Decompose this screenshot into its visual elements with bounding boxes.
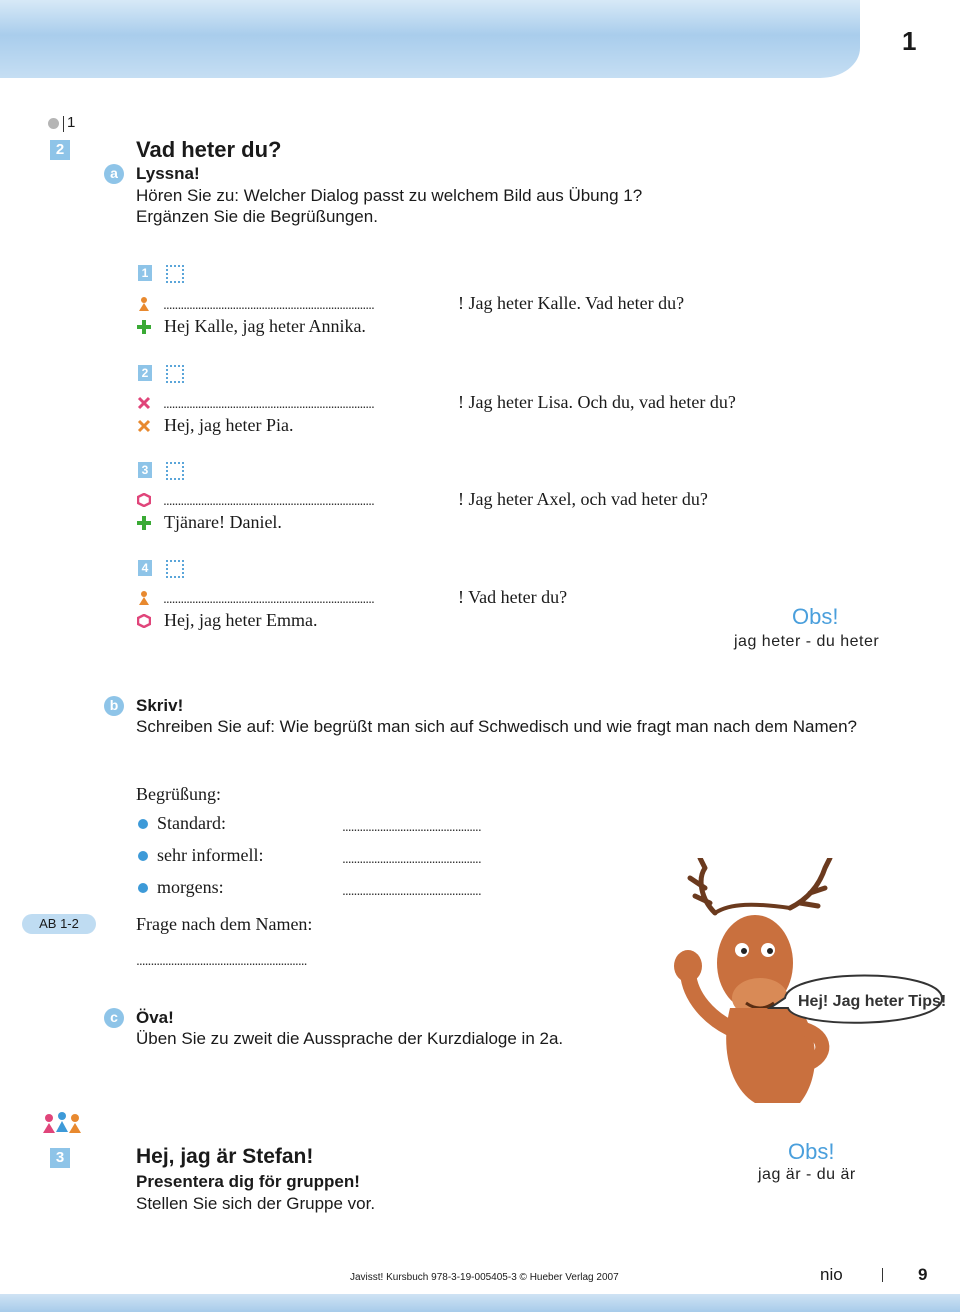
blank-line: .........................................................................: [163, 395, 374, 411]
person-icon-orange-x: [137, 419, 151, 433]
page-number: 9: [918, 1265, 928, 1284]
dialog-line: ! Jag heter Lisa. Och du, vad heter du?: [458, 392, 736, 412]
dialog-checkbox-2[interactable]: [166, 365, 184, 383]
footer-credit: Javisst! Kursbuch 978-3-19-005405-3 © Hueber Verlag 2007: [350, 1272, 619, 1283]
person-icon-pink-hex: [137, 493, 151, 507]
part-b-instruction: Schreiben Sie auf: Wie begrüßt man sich auf Schwedisch und wie fragt man nach dem Namen?: [136, 717, 857, 736]
footer-band: [0, 1294, 960, 1312]
part-letter-a: a: [104, 164, 124, 184]
person-icon-orange: [137, 590, 151, 606]
dialog-line: Tjänare! Daniel.: [164, 512, 282, 532]
task3-subtitle: Presentera dig för gruppen!: [136, 1172, 360, 1191]
task3-instruction: Stellen Sie sich der Gruppe vor.: [136, 1194, 376, 1213]
part-c-instruction: Üben Sie zu zweit die Aussprache der Kurzdialoge in 2a.: [136, 1029, 564, 1048]
dialog-number-2: 2: [138, 365, 152, 381]
task-number-badge: 2: [50, 140, 70, 160]
bullet-icon: [138, 851, 148, 861]
answer-line[interactable]: ................................................: [342, 882, 481, 898]
track-number: 1: [67, 114, 76, 131]
footer-word: nio: [820, 1265, 843, 1284]
workbook-reference-badge: AB 1-2: [22, 914, 96, 934]
part-a-instruction-1: Hören Sie zu: Welcher Dialog passt zu welchem Bild aus Übung 1?: [136, 186, 643, 205]
dialog-number-3: 3: [138, 462, 152, 478]
dialog-checkbox-1[interactable]: [166, 265, 184, 283]
answer-line[interactable]: ...........................................................: [136, 952, 307, 968]
group-icon: [42, 1112, 82, 1134]
dialog-number-4: 4: [138, 560, 152, 576]
person-icon-green: [137, 516, 151, 530]
question-label: Frage nach dem Namen:: [136, 914, 313, 934]
blank-line: .........................................................................: [163, 590, 374, 606]
dialog-line: ! Vad heter du?: [458, 587, 568, 607]
task-title: Vad heter du?: [136, 137, 282, 162]
header-band: [0, 0, 860, 78]
greeting-item-morning: morgens:: [157, 877, 224, 897]
speech-bubble-text: Hej! Jag heter Tips!: [798, 993, 947, 1010]
dialog-number-1: 1: [138, 265, 152, 281]
dialog-checkbox-4[interactable]: [166, 560, 184, 578]
cd-icon: [48, 118, 59, 129]
part-b-heading: Skriv!: [136, 696, 184, 715]
answer-line[interactable]: ................................................: [342, 818, 481, 834]
obs-text: jag är - du är: [758, 1166, 856, 1183]
chapter-number: 1: [902, 26, 917, 56]
part-a-heading: Lyssna!: [136, 164, 200, 183]
dialog-line: ! Jag heter Kalle. Vad heter du?: [458, 293, 685, 313]
part-a-instruction-2: Ergänzen Sie die Begrüßungen.: [136, 207, 378, 226]
task-number-badge: 3: [50, 1148, 70, 1168]
dialog-line: Hej, jag heter Emma.: [164, 610, 318, 630]
task-title: Hej, jag är Stefan!: [136, 1145, 314, 1168]
part-letter-b: b: [104, 696, 124, 716]
person-icon-pink-hex: [137, 614, 151, 628]
blank-line: .........................................................................: [163, 296, 374, 312]
dialog-line: ! Jag heter Axel, och vad heter du?: [458, 489, 708, 509]
obs-title: Obs!: [792, 604, 839, 629]
dialog-line: Hej Kalle, jag heter Annika.: [164, 316, 366, 336]
dialog-line: Hej, jag heter Pia.: [164, 415, 294, 435]
bullet-icon: [138, 883, 148, 893]
moose-illustration: [660, 858, 950, 1108]
greeting-item-informal: sehr informell:: [157, 845, 264, 865]
blank-line: .........................................................................: [163, 492, 374, 508]
obs-title: Obs!: [788, 1139, 835, 1164]
person-icon-orange: [137, 296, 151, 312]
greeting-label: Begrüßung:: [136, 784, 221, 804]
part-c-heading: Öva!: [136, 1008, 174, 1027]
greeting-item-standard: Standard:: [157, 813, 226, 833]
dialog-checkbox-3[interactable]: [166, 462, 184, 480]
person-icon-green: [137, 320, 151, 334]
answer-line[interactable]: ................................................: [342, 850, 481, 866]
bullet-icon: [138, 819, 148, 829]
obs-text: jag heter - du heter: [734, 633, 880, 650]
person-icon-pink: [137, 396, 151, 410]
part-letter-c: c: [104, 1008, 124, 1028]
